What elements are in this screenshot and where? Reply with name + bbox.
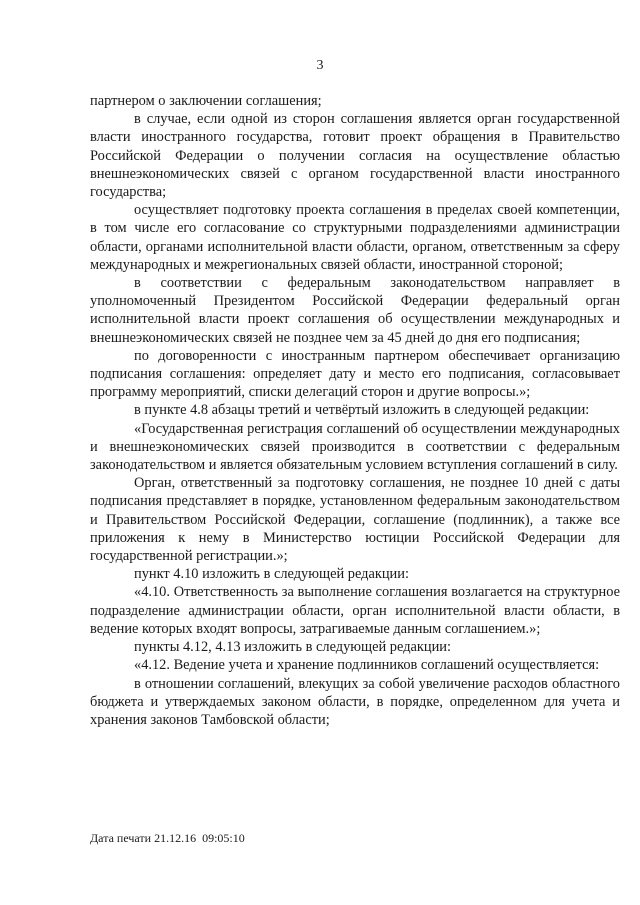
page-number: 3 [316,58,324,73]
paragraph: пункты 4.12, 4.13 изложить в следующей редакции: [134,639,452,656]
paragraph: «4.12. Ведение учета и хранение подлинников соглашений осуществляется: [134,657,600,674]
paragraph: в пункте 4.8 абзацы третий и четвёртый изложить в следующей редакции: [134,402,590,419]
document-body [90,92,620,729]
paragraph: пункт 4.10 изложить в следующей редакции: [134,566,409,583]
paragraph: партнером о заключении соглашения; [90,93,322,109]
paragraph: по договоренности с иностранным партнером обеспечивает организацию подписания соглашения: определяет дату и место его подписания, согласовывает программу мероприятий, списки делегаций сторон и другие вопросы.»; [90,347,620,401]
paragraph: «4.10. Ответственность за выполнение соглашения возлагается на структурное подразделение администрации области, орган исполнительной власти области, в ведение которых входят вопросы, затрагиваемые данным соглашением.»; [90,584,620,637]
paragraph: в отношении соглашений, влекущих за собой увеличение расходов областного бюджета и утверждаемых законом области, в порядке, определенном для учета и хранения законов Тамбовской области; [90,675,620,728]
paragraph: в соответствии с федеральным законодательством направляет в уполномоченный Президентом Российской Федерации федеральный орган исполнительной власти проект соглашения об осуществлении международных и внешнеэкономических связей не позднее чем за 45 дней до дня его подписания; [90,275,620,346]
paragraph: Орган, ответственный за подготовку соглашения, не позднее 10 дней с даты подписания представляет в порядке, установленном федеральным законодательством и Правительством Российской Федерации, соглашение (подлинник), а также все приложения к нему в Министерство юстиции Российской Федерации для государственной регистрации.»; [90,475,620,565]
paragraph: «Государственная регистрация соглашений об осуществлении международных и внешнеэкономических связей производится в соответствии с федеральным законодательством и является обязательным условием вступления соглашений в силу. [90,420,620,474]
print-date-footer: Дата печати 21.12.16 09:05:10 [90,831,245,845]
paragraph: в случае, если одной из сторон соглашения является орган государственной власти иностранного государства, готовит проект обращения в Правительство Российской Федерации о получении согласия на осуществление областью внешнеэкономических связей с органом государственной власти иностранного государства; [90,111,620,201]
paragraph: осуществляет подготовку проекта соглашения в пределах своей компетенции, в том числе его согласование со структурными подразделениями администрации области, органами исполнительной власти области, органом, ответственным за сферу международных и межрегиональных связей области, иностранной стороной; [90,202,620,273]
